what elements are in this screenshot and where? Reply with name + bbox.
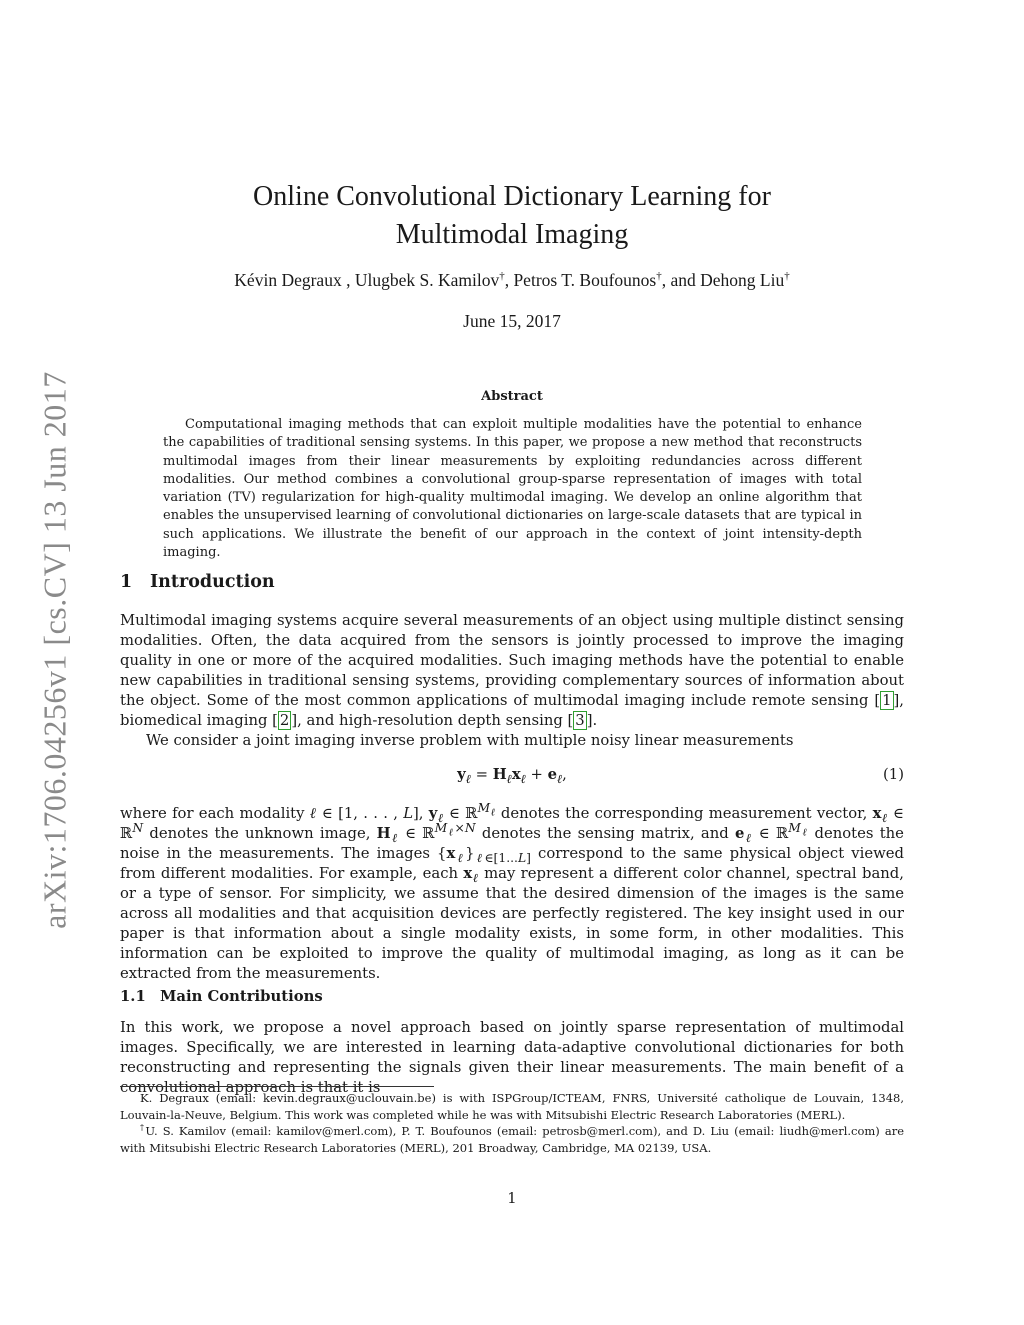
title-line-1: Online Convolutional Dictionary Learning for	[253, 181, 771, 212]
footnotes	[120, 1090, 904, 1156]
paragraph-text: correspond to the same physical object viewed from different modalities. For example, each	[120, 844, 904, 882]
intro-text: Multimodal imaging systems acquire several measurements of an object using multiple distinct sensing modalities. Often, the data acquired from the sensors is jointly processed to improve the imaging quality in one or more of the acquired modalities. Such imaging methods have the potential to enable new capabilities in traditional sensing systems, providing complementary sources of information about the object. Some of the most common applications of multimodal imaging include remote sensing [	[120, 612, 904, 709]
arxiv-stamp-text: arXiv:1706.04256v1 [cs.CV] 13 Jun 2017	[36, 371, 73, 929]
subsection-number: 1.1	[120, 988, 146, 1005]
abstract-text: Computational imaging methods that can exploit multiple modalities have the potential to enhance the capabilities of traditional sensing systems. In this paper, we propose a new method that reconstructs multimodal images from their linear measurements by exploiting redundancies across different modalities. Our method combines a convolutional group-sparse representation of images with total variation (TV) regularization for high-quality multimodal imaging. We develop an online algorithm that enables the unsupervised learning of convolutional dictionaries on large-scale datasets that are typical in such applications. We illustrate the benefit of our approach in the context of joint intensity-depth imaging.	[163, 417, 862, 561]
citation-link[interactable]: 1	[882, 691, 892, 709]
author-kamilov: Ulugbek S. Kamilov	[354, 270, 500, 290]
footnote-2	[120, 1123, 904, 1156]
page-number: 1	[507, 1190, 517, 1207]
affiliation-mark: †	[499, 270, 505, 283]
paper-title	[200, 178, 824, 254]
footnote-1: K. Degraux (email: kevin.degraux@uclouvain.be) is with ISPGroup/ICTEAM, FNRS, Université catholique de Louvain, 1348, Louvain-la-Neuve, Belgium. This work was completed while he was with Mitsubishi Electric Research Laboratories (MERL).	[120, 1091, 904, 1122]
citation-link[interactable]: 2	[279, 711, 290, 729]
intro-paragraph-2: We consider a joint imaging inverse problem with multiple noisy linear measurements	[146, 732, 794, 749]
paragraph-text: denotes the corresponding measurement vector,	[500, 805, 868, 822]
measurement-paragraph: where for each modality ℓ ∈ [1, . . . , L], $y_\ell$ ∈ ℝ$^{M_\ell}$ denotes the corresponding measurement vector, $x_\ell$ ∈ ℝ$^N$ denotes the unknown image, $H_\ell$ ∈ ℝ$^{M_\ell\times N}$ denotes the sensing matrix, and $e_\ell$ ∈ ℝ$^{M_\ell}$ denotes the noise in the measurements. The images $\{x_\ell\}_{\ell\in[1...L]}$ correspond to the same physical object viewed from different modalities. For example, each $x_\ell$ may represent a different color channel, spectral band, or a type of sensor. For simplicity, we assume that the desired dimension of the images is the same across all modalities and that acquisition devices are perfectly registered. The key insight used in our paper is that information about a single modality exists, in some form, in other modalities. This information can be exploited to improve the quality of multimodal imaging, as long as it can be extracted from the measurements.	[120, 801, 904, 982]
contributions-paragraph: In this work, we propose a novel approach based on jointly sparse representation of multimodal images. Specifically, we are interested in learning data-adaptive convolutional dictionaries for both reconstructing and representing the signals given their linear measurements. The main benefit of a convolutional approach is that it is	[120, 1019, 904, 1096]
equation-number: (1)	[883, 766, 904, 783]
citation-link[interactable]: 3	[575, 711, 585, 729]
paragraph-text: denotes the unknown image,	[149, 824, 371, 842]
subsection-title: Main Contributions	[160, 988, 323, 1005]
abstract-heading: Abstract	[481, 389, 543, 404]
paragraph-text: where for each modality	[120, 805, 305, 822]
section-number: 1	[120, 572, 133, 592]
section-title: Introduction	[150, 572, 275, 592]
intro-text: ], biomedical imaging [	[120, 691, 904, 729]
equation-body: $y_\ell = H_\ell x_\ell + e_\ell$,	[457, 766, 567, 786]
paragraph-text: may represent a different color channel, spectral band, or a type of sensor. For simplicity, we assume that the desired dimension of the images is the same across all modalities and that acquisition devices are perfectly registered. The key insight used in our paper is that information about a single modality exists, in some form, in other modalities. This information can be exploited to improve the quality of multimodal imaging, as long as it can be extracted from the measurements.	[120, 864, 904, 982]
footnote-divider	[120, 1086, 434, 1087]
title-line-2: Multimodal Imaging	[395, 219, 629, 250]
equation-1	[120, 766, 904, 788]
paper-date: June 15, 2017	[463, 311, 561, 331]
footnote-mark: †	[140, 1123, 146, 1133]
author-boufounos: , Petros T. Boufounos	[504, 270, 657, 290]
footnote-2-text: U. S. Kamilov (email: kamilov@merl.com), P. T. Boufounos (email: petrosb@merl.com), and D. Liu (email: liudh@merl.com) are with Mitsubishi Electric Research Laboratories (MERL), 201 Broadway, Cambridge, MA 02139, USA.	[120, 1124, 905, 1155]
affiliation-mark: †	[656, 270, 662, 283]
affiliation-mark: †	[784, 270, 790, 283]
section-heading	[120, 572, 275, 592]
author-degraux: Kévin Degraux ,	[234, 270, 351, 290]
intro-text: ], and high-resolution depth sensing [	[291, 711, 574, 729]
author-liu: , and Dehong Liu	[661, 270, 785, 290]
intro-paragraph-1	[120, 611, 904, 731]
author-list	[150, 270, 874, 291]
paragraph-text: denotes the sensing matrix, and	[481, 824, 729, 842]
subsection-heading	[120, 988, 323, 1005]
paragraph-text: denotes the noise in the measurements. The images	[120, 824, 904, 862]
intro-text: ].	[586, 711, 598, 729]
